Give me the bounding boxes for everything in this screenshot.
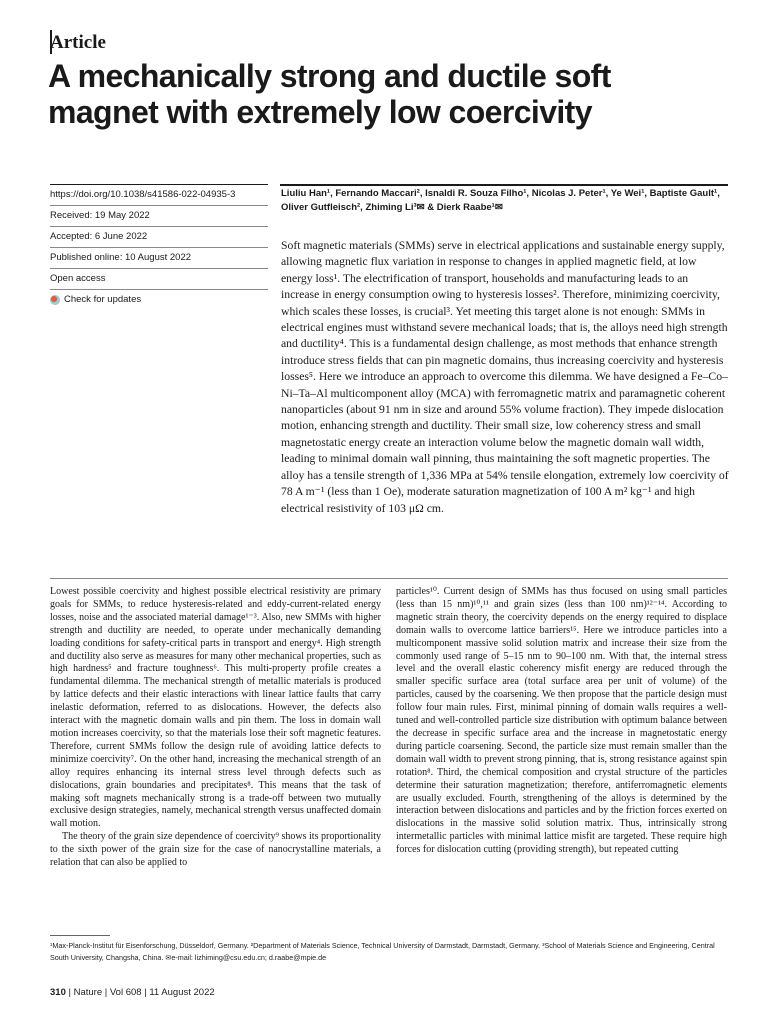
abstract-text: Soft magnetic materials (SMMs) serve in electrical applications and sustainable energy supply, allowing magnetic flux variation in response to changes in applied magnetic field, at low energy loss¹. The electrification of transport, households and manufacturing leads to an increase in energy consumption owing to hysteresis losses². Therefore, minimizing coercivity, which scales these losses, is crucial³. Yet meeting this target alone is not enough: SMMs in electrical engines must withstand severe mechanical loads; that is, the alloys need high strength and ductility⁴. This is a fundamental design challenge, as most methods that enhance strength introduce stress fields that can pin magnetic domains, thus increasing coercivity and hysteresis losses⁵. Here we introduce an approach to overcome this dilemma. We have designed a Fe–Co–Ni–Ta–Al multicomponent alloy (MCA) with ferromagnetic matrix and paramagnetic coherent nanoparticles (about 91 nm in size and around 55% volume fraction). They impede dislocation motion, enhancing strength and ductility. Their small size, low coherency stress and small magnetostatic energy create an interaction volume below the magnetic domain wall width, leading to minimal domain wall pinning, thus maintaining the soft magnetic properties. The alloy has a tensile strength of 1,336 MPa at 54% tensile elongation, extremely low coercivity of 78 A m⁻¹ (less than 1 Oe), moderate saturation magnetization of 100 A m² kg⁻¹ and high electrical resistivity of 103 μΩ cm.: [281, 239, 729, 515]
article-metadata: [50, 184, 268, 310]
body-paragraph: particles¹⁰. Current design of SMMs has thus focused on using small particles (less than 15 nm)¹⁰,¹¹ and grain sizes (less than 100 nm)¹²⁻¹⁴. According to magnetic strain theory, the coercivity depends on the energy required to displace domain walls to overcome lattice barriers¹⁵. Here we introduce particles into a multicomponent massive solid solution matrix and increase their size from the commonly used range of 5–15 nm to 90–100 nm. With that, the internal stress level and the overall elastic coherency misfit energy are reduced through the smaller specific surface area (total surface area per unit of volume) of the particles, caused by the coarsening. We then propose that the particle design must follow four main rules. First, minimal pinning of domain walls requires a well-tuned and well-controlled particle size distribution with optimum balance between the decrease in specific surface area and the increase in magnetostatic energy during particle coarsening. Second, the particle size must remain smaller than the domain wall width to prevent strong pinning, that is, strong resistance against spin rotation⁸. Third, the chemical composition and crystal structure of the particles determine their saturation magnetization; therefore, antiferromagnetic elements are usually excluded. Fourth, strengthening of the alloys is determined by the interaction between dislocations and particles and by the friction forces exerted on dislocations in the massive solid solution matrix. Thus, intrinsically strong intermetallic particles with minimal lattice misfit are targeted. These require high forces for dislocation cutting (providing strength), but repeated cutting: [396, 586, 727, 856]
footer-separator: |: [68, 987, 74, 998]
page-footer: [50, 987, 215, 998]
body-paragraph: The theory of the grain size dependence of coercivity⁹ shows its proportionality to the sixth power of the grain size for the case of nanocrystalline materials, a relation that can also be applied to: [50, 831, 381, 869]
body-column-right: [396, 586, 727, 857]
journal-volume: Vol 608: [109, 987, 142, 998]
check-for-updates-label: Check for updates: [64, 294, 142, 305]
article-title: A mechanically strong and ductile soft magnet with extremely low coercivity: [48, 58, 611, 130]
authors-rule: [280, 184, 728, 186]
footer-separator: |: [144, 987, 150, 998]
footer-separator: |: [104, 987, 110, 998]
issue-date: 11 August 2022: [149, 987, 215, 998]
accepted-date: Accepted: 6 June 2022: [50, 227, 268, 248]
journal-name: Nature: [73, 987, 103, 998]
abstract: [281, 238, 729, 517]
body-paragraph: Lowest possible coercivity and highest possible electrical resistivity are primary goals for SMMs, to reduce hysteresis-related and eddy-current-related energy losses, noise and the associated material damage¹⁻³. Also, new SMMs with higher strength and ductility are needed, to operate under mechanically demanding loading conditions for safety-critical parts in transport and energy⁴. High strength and ductility also serve as measures for many other mechanical properties, such as high hardness⁵ and fracture toughness⁶. This multi-property profile creates a fundamental dilemma. The mechanical strength of metallic materials is produced by lattice defects and their elastic interactions with linear lattice faults that carry inelastic deformation, referred to as dislocations. However, the defects also interact with the magnetic domain walls and pin them. The loss in domain wall motion increases coercivity, so that the materials lose their soft magnetic features. Therefore, current SMMs follow the design rule of avoiding lattice defects to minimize coercivity⁷. On the other hand, increasing the mechanical strength of an alloy requires enhancing its internal stress level through defects such as dislocations, grain boundaries and precipitates⁸. This means that the task of making soft magnets mechanically strong is a trade-off between two mutually exclusive design strategies, namely, mechanical strength versus unaffected domain wall motion.: [50, 586, 381, 830]
body-column-left: [50, 586, 381, 870]
author-list: Liuliu Han¹, Fernando Maccari², Isnaldi R. Souza Filho¹, Nicolas J. Peter¹, Ye Wei¹, Baptiste Gault¹, Oliver Gutfleisch², Zhiming Li³✉ & Dierk Raabe¹✉: [281, 188, 720, 213]
footnote-rule: [50, 935, 110, 936]
published-date: Published online: 10 August 2022: [50, 248, 268, 269]
doi-link[interactable]: https://doi.org/10.1038/s41586-022-04935-3: [50, 185, 268, 206]
affiliations-footnote: ¹Max-Planck-Institut für Eisenforschung, Düsseldorf, Germany. ²Department of Materials Science, Technical University of Darmstadt, Darmstadt, Germany. ³School of Materials Science and Engineering, Central South University, Changsha, China. ✉e-mail: lizhiming@csu.edu.cn; d.raabe@mpie.de: [50, 941, 715, 962]
article-type-label: Article: [50, 32, 106, 53]
open-access-label: Open access: [50, 269, 268, 290]
check-for-updates-link[interactable]: [50, 290, 268, 310]
received-date: Received: 19 May 2022: [50, 206, 268, 227]
page-number: 310: [50, 987, 66, 998]
crossmark-icon: [50, 295, 60, 305]
body-rule: [50, 578, 728, 579]
